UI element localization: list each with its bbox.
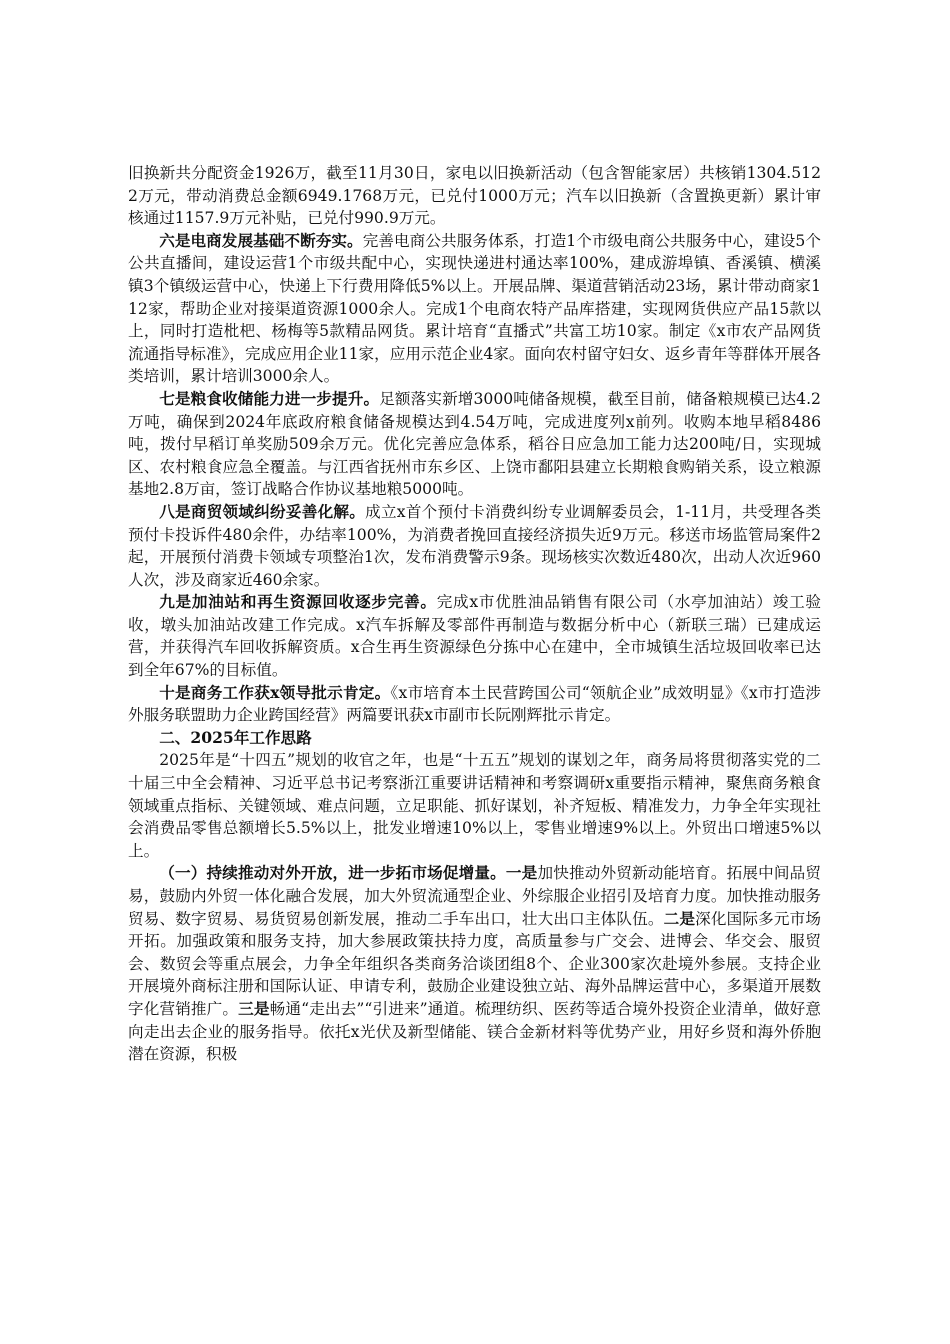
paragraph-approval — [128, 682, 821, 727]
sub-point-lead: 一是 — [505, 863, 538, 883]
paragraph-intro: 2025年是“十四五”规划的收官之年，也是“十五五”规划的谋划之年，商务局将贯彻落实党的二十届三中全会精神、习近平总书记考察浙江重要讲话精神和考察调研x重要指示精神，聚焦商务粮食领域重点指标、关键领域、难点问题，立足职能、抓好谋划，补齐短板、精准发力，力争全年实现社会消费品零售总额增长5.5%以上，批发业增速10%以上，零售业增速9%以上。外贸出口增速5%以上。 — [128, 751, 821, 860]
paragraph-disputes — [128, 501, 821, 591]
sub-point-lead: 二是 — [663, 908, 696, 928]
paragraph-heading: 十是商务工作获x领导批示肯定。 — [159, 682, 391, 702]
sub-point-body: 加快推动外贸新动能培育。拓展中间品贸易，鼓励内外贸一体化融合发展，加大外贸流通型企业、外综服企业招引及培育力度。加快推动服务贸易、数字贸易、易货贸易创新发展，推动二手车出口，壮大出口主体队伍。 — [128, 864, 821, 928]
paragraph-heading: 八是商贸领域纠纷妥善化解。 — [159, 501, 366, 521]
paragraph-heading: 七是粮食收储能力进一步提升。 — [159, 388, 380, 408]
paragraph-body: 成立x首个预付卡消费纠纷专业调解委员会，1-11月，共受理各类预付卡投诉件480余件，办结率100%，为消费者挽回直接经济损失近9万元。移送市场监管局案件2起，开展预付消费卡领域专项整治1次，发布消费警示9条。现场核实次数近480次，出动人次近960人次，涉及商家近460余家。 — [128, 502, 821, 589]
paragraph-heading: 九是加油站和再生资源回收逐步完善。 — [159, 592, 437, 612]
paragraph-gas-stations — [128, 591, 821, 681]
paragraph-body: 旧换新共分配资金1926万，截至11月30日，家电以旧换新活动（包含智能家居）共核销1304.5122万元，带动消费总金额6949.1768万元，已兑付1000万元；汽车以旧换新（含置换更新）累计审核通过1157.9万元补贴，已兑付990.9万元。 — [128, 164, 821, 228]
paragraph-body: 足额落实新增3000吨储备规模，截至目前，储备粮规模已达4.2万吨，确保到2024年底政府粮食储备规模达到4.54万吨，完成进度列x前列。收购本地早稻8486吨，拨付早稻订单奖励509余万元。优化完善应急体系，稻谷日应急加工能力达200吨/日，实现城区、农村粮食应急全覆盖。与江西省抚州市东乡区、上饶市鄱阳县建立长期粮食购销关系，设立粮源基地2.8万亩，签订战略合作协议基地粮5000吨。 — [128, 389, 821, 499]
paragraph-grain — [128, 388, 821, 501]
item-title: （一）持续推动对外开放，进一步拓市场促增量。 — [159, 863, 506, 883]
paragraph-body: 完成x市优胜油品销售有限公司（水亭加油站）竣工验收，墩头加油站改建工作完成。x汽车拆解及零部件再制造与数据分析中心（新联三瑞）已建成运营，并获得汽车回收拆解资质。x合生再生资源绿色分拣中心在建中，全市城镇生活垃圾回收率已达到全年67%的目标值。 — [128, 593, 821, 680]
sub-point-body: 畅通“走出去”“引进来”通道。梳理纺织、医药等适合境外投资企业清单，做好意向走出去企业的服务指导。依托x光伏及新型储能、镁合金新材料等优势产业，用好乡贤和海外侨胞潜在资源，积极 — [128, 999, 821, 1064]
paragraph-body: 完善电商公共服务体系，打造1个市级电商公共服务中心，建设5个公共直播间，建设运营1个市级共配中心，实现快递进村通达率100%，建成游埠镇、香溪镇、横溪镇3个镇级运营中心，快递上下行费用降低5%以上。开展品牌、渠道营销活动23场，累计带动商家112家，帮助企业对接渠道资源1000余人。完成1个电商农特产品库搭建，实现网货供应产品15款以上，同时打造枇杷、杨梅等5款精品网货。累计培育“直播式”共富工坊10家。制定《x市农产品网货流通指导标准》，完成应用企业11家，应用示范企业4家。面向农村留守妇女、返乡青年等群体开展各类培训，累计培训3000余人。 — [128, 231, 821, 386]
section-title: 二、2025年工作思路 — [159, 727, 312, 747]
paragraph-continued — [128, 162, 821, 230]
paragraph-heading: 六是电商发展基础不断夯实。 — [159, 230, 363, 250]
sub-point-lead: 三是 — [238, 998, 270, 1018]
paragraph-item-1 — [128, 862, 821, 1065]
paragraph-ecommerce — [128, 230, 821, 388]
document-body — [128, 162, 821, 1066]
sub-point-body: 深化国际多元市场开拓。加强政策和服务支持，加大参展政策扶持力度，高质量参与广交会、进博会、华交会、服贸会、数贸会等重点展会，力争全年组织各类商务洽谈团组8个、企业300家次赴境外参展。支持企业开展境外商标注册和国际认证、申请专利，鼓励企业建设独立站、海外品牌运营中心，多渠道开展数字化营销推广。 — [128, 909, 821, 1018]
paragraph-body: 《x市培育本土民营跨国公司“领航企业”成效明显》《x市打造涉外服务联盟助力企业跨国经营》两篇要讯获x市副市长阮刚辉批示肯定。 — [128, 683, 821, 725]
